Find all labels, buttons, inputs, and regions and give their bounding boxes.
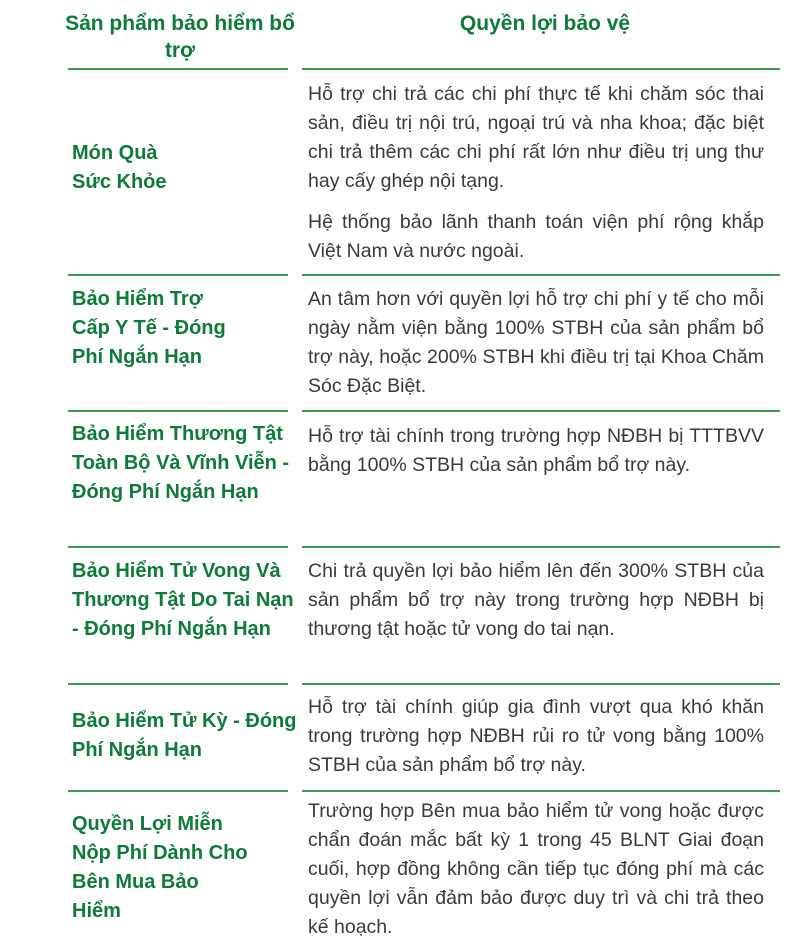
row-divider-left xyxy=(68,790,288,792)
benefit-description xyxy=(308,80,764,266)
row-divider-right xyxy=(302,274,780,276)
benefit-paragraph: Hỗ trợ tài chính trong trường hợp NĐBH bị TTTBVV bằng 100% STBH của sản phẩm bổ trợ này. xyxy=(308,425,764,476)
product-name: Bảo Hiểm Thương Tật Toàn Bộ Và Vĩnh Viễn - Đóng Phí Ngắn Hạn xyxy=(72,423,290,503)
product-name: Quyền Lợi Miễn Nộp Phí Dành Cho Bên Mua Bảo Hiểm xyxy=(72,813,248,922)
row-divider-right xyxy=(302,790,780,792)
benefit-description xyxy=(308,285,764,401)
product-name: Món Quà Sức Khỏe xyxy=(72,142,167,193)
product-name: Bảo Hiểm Tử Kỳ - Đóng Phí Ngắn Hạn xyxy=(72,710,297,761)
table-header xyxy=(0,0,800,70)
benefit-paragraph: An tâm hơn với quyền lợi hỗ trợ chi phí y tế cho mỗi ngày nằm viện bằng 100% STBH của sản phẩm bổ trợ này, hoặc 200% STBH khi điều trị tại Khoa Chăm Sóc Đặc Biệt. xyxy=(308,288,764,397)
benefit-paragraph: Hệ thống bảo lãnh thanh toán viện phí rộng khắp Việt Nam và nước ngoài. xyxy=(308,211,764,262)
header-divider-right xyxy=(302,68,780,70)
header-product-column: Sản phẩm bảo hiểm bổ trợ xyxy=(65,12,295,62)
benefit-description xyxy=(308,693,764,780)
row-divider-left xyxy=(68,410,288,412)
benefit-description xyxy=(308,797,764,942)
row-divider-left xyxy=(68,683,288,685)
product-name: Bảo Hiểm Tử Vong Và Thương Tật Do Tai Nạn - Đóng Phí Ngắn Hạn xyxy=(72,560,294,640)
row-divider-right xyxy=(302,546,780,548)
benefit-description xyxy=(308,557,764,644)
header-benefit-column: Quyền lợi bảo vệ xyxy=(459,12,631,35)
benefit-paragraph: Trường hợp Bên mua bảo hiểm tử vong hoặc được chẩn đoán mắc bất kỳ 1 trong 45 BLNT Giai đoạn cuối, hợp đồng không cần tiếp tục đóng phí mà các quyền lợi vẫn đảm bảo được duy trì và chi trả theo kế hoạch. xyxy=(308,800,764,938)
row-divider-left xyxy=(68,274,288,276)
row-divider-right xyxy=(302,410,780,412)
benefit-paragraph: Chi trả quyền lợi bảo hiểm lên đến 300% STBH của sản phẩm bổ trợ này trong trường hợp NĐBH bị thương tật hoặc tử vong do tai nạn. xyxy=(308,560,764,640)
benefit-paragraph: Hỗ trợ chi trả các chi phí thực tế khi chăm sóc thai sản, điều trị nội trú, ngoại trú và nha khoa; đặc biệt chi trả thêm các chi phí rất lớn như điều trị ung thư hay cấy ghép nội tạng. xyxy=(308,83,764,192)
benefit-paragraph: Hỗ trợ tài chính giúp gia đình vượt qua khó khăn trong trường hợp NĐBH rủi ro tử vong bằng 100% STBH của sản phẩm bổ trợ này. xyxy=(308,696,764,776)
header-divider-left xyxy=(68,68,288,70)
product-name: Bảo Hiểm Trợ Cấp Y Tế - Đóng Phí Ngắn Hạn xyxy=(72,288,226,368)
benefit-description xyxy=(308,422,764,480)
row-divider-right xyxy=(302,683,780,685)
row-divider-left xyxy=(68,546,288,548)
